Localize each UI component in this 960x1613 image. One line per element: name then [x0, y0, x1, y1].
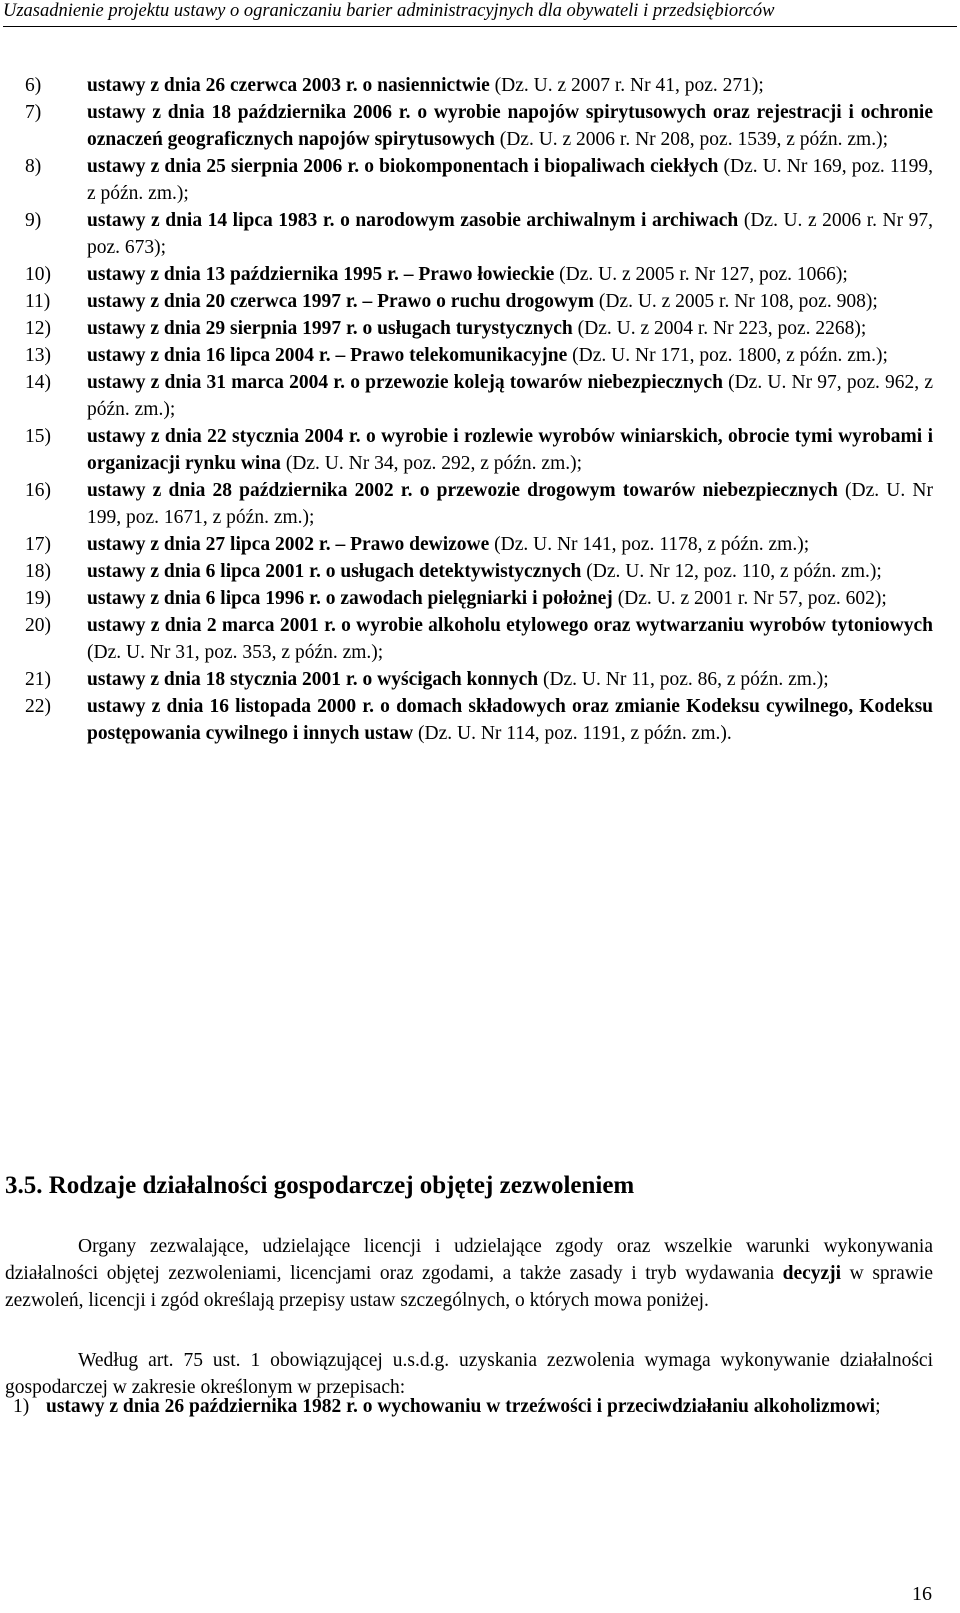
list-item	[25, 207, 933, 261]
item-number: 12)	[25, 318, 51, 339]
list-item	[25, 261, 933, 288]
list-item	[25, 612, 933, 666]
paragraph: Według art. 75 ust. 1 obowiązującej u.s.d.g. uzyskania zezwolenia wymaga wykonywanie działalności gospodarczej w zakresie określonym w przepisach:	[5, 1350, 933, 1399]
law-citation: (Dz. U. z 2005 r. Nr 108, poz. 908);	[593, 291, 878, 312]
item-number: 15)	[25, 426, 51, 447]
item-number: 22)	[25, 696, 51, 717]
item-number: 19)	[25, 588, 51, 609]
law-citation: (Dz. U. z 2001 r. Nr 57, poz. 602);	[612, 588, 887, 609]
law-citation: (Dz. U. Nr 141, poz. 1178, z późn. zm.);	[489, 534, 810, 555]
law-citation: (Dz. U. Nr 31, poz. 353, z późn. zm.);	[87, 642, 384, 663]
law-citation: (Dz. U. Nr 171, poz. 1800, z późn. zm.);	[567, 345, 888, 366]
law-title: ustawy z dnia 2 marca 2001 r. o wyrobie alkoholu etylowego oraz wytwarzaniu wyrobów tytoniowych	[87, 615, 933, 636]
list-item	[25, 153, 933, 207]
law-title: ustawy z dnia 22 stycznia 2004 r. o wyrobie i rozlewie wyrobów winiarskich, obrocie tymi wyrobami i organizacji rynku wina	[87, 426, 933, 474]
item-number: 1)	[13, 1396, 30, 1417]
list-item	[25, 531, 933, 558]
item-number: 7)	[25, 102, 42, 123]
list-item	[25, 693, 933, 747]
page-number: 16	[912, 1583, 932, 1605]
law-title: ustawy z dnia 26 października 1982 r. o wychowaniu w trzeźwości i przeciwdziałaniu alkoholizmowi	[46, 1396, 876, 1417]
item-number: 17)	[25, 534, 51, 555]
law-title: ustawy z dnia 18 stycznia 2001 r. o wyścigach konnych	[87, 669, 539, 690]
law-title: ustawy z dnia 28 października 2002 r. o przewozie drogowym towarów niebezpiecznych	[87, 480, 838, 501]
list-item	[25, 288, 933, 315]
law-title: ustawy z dnia 27 lipca 2002 r. – Prawo dewizowe	[87, 534, 490, 555]
item-number: 14)	[25, 372, 51, 393]
section-heading: 3.5. Rodzaje działalności gospodarczej objętej zezwoleniem	[5, 1172, 635, 1199]
item-number: 16)	[25, 480, 51, 501]
law-title: ustawy z dnia 29 sierpnia 1997 r. o usługach turystycznych	[87, 318, 573, 339]
list-item	[25, 99, 933, 153]
law-citation: (Dz. U. z 2004 r. Nr 223, poz. 2268);	[572, 318, 867, 339]
header-rule	[3, 26, 957, 27]
item-number: 20)	[25, 615, 51, 636]
law-title: ustawy z dnia 20 czerwca 1997 r. – Prawo o ruchu drogowym	[87, 291, 594, 312]
law-title: ustawy z dnia 18 października 2006 r. o wyrobie napojów spirytusowych oraz rejestracji i ochronie oznaczeń geograficznych napojów spirytusowych	[87, 102, 933, 150]
list-item	[13, 1393, 933, 1420]
paragraph	[5, 1233, 933, 1315]
paragraph-text: Organy zezwalające, udzielające licencji i udzielające zgody oraz wszelkie warunki wykonywania działalności objętej zezwoleniami, licencjami oraz zgodami, a także zasady i tryb wydawania	[5, 1236, 933, 1285]
law-citation: (Dz. U. z 2007 r. Nr 41, poz. 271);	[489, 75, 764, 96]
list-item	[25, 369, 933, 423]
item-number: 9)	[25, 210, 42, 231]
law-title: ustawy z dnia 25 sierpnia 2006 r. o biokomponentach i biopaliwach ciekłych	[87, 156, 719, 177]
list-item	[25, 585, 933, 612]
law-citation: (Dz. U. Nr 34, poz. 292, z późn. zm.);	[280, 453, 583, 474]
law-citation: (Dz. U. Nr 169, poz. 1199, z późn. zm.);	[87, 156, 934, 204]
list-item	[25, 423, 933, 477]
list-item	[25, 477, 933, 531]
list-item	[25, 342, 933, 369]
page-header: Uzasadnienie projektu ustawy o ograniczaniu barier administracyjnych dla obywateli i przedsiębiorców	[3, 1, 775, 21]
item-number: 13)	[25, 345, 51, 366]
item-number: 10)	[25, 264, 51, 285]
item-number: 6)	[25, 75, 42, 96]
item-number: 18)	[25, 561, 51, 582]
item-number: 21)	[25, 669, 51, 690]
laws-list	[25, 72, 933, 747]
item-number: 8)	[25, 156, 42, 177]
list-item	[25, 666, 933, 693]
law-citation: (Dz. U. z 2005 r. Nr 127, poz. 1066);	[554, 264, 848, 285]
permit-laws-list	[13, 1393, 933, 1420]
law-citation: (Dz. U. Nr 12, poz. 110, z późn. zm.);	[581, 561, 882, 582]
law-citation: (Dz. U. Nr 199, poz. 1671, z późn. zm.);	[87, 480, 934, 528]
law-citation: (Dz. U. z 2006 r. Nr 208, poz. 1539, z późn. zm.);	[494, 129, 889, 150]
law-citation: (Dz. U. Nr 11, poz. 86, z późn. zm.);	[538, 669, 829, 690]
law-title: ustawy z dnia 14 lipca 1983 r. o narodowym zasobie archiwalnym i archiwach	[87, 210, 739, 231]
law-title: ustawy z dnia 6 lipca 1996 r. o zawodach pielęgniarki i położnej	[87, 588, 613, 609]
law-citation: (Dz. U. Nr 114, poz. 1191, z późn. zm.).	[413, 723, 732, 744]
list-item	[25, 315, 933, 342]
law-title: ustawy z dnia 26 czerwca 2003 r. o nasiennictwie	[87, 75, 490, 96]
law-citation: (Dz. U. Nr 97, poz. 962, z późn. zm.);	[87, 372, 933, 420]
law-citation: ;	[875, 1396, 881, 1417]
paragraph-bold-term: decyzji	[782, 1263, 842, 1285]
law-title: ustawy z dnia 31 marca 2004 r. o przewozie koleją towarów niebezpiecznych	[87, 372, 723, 393]
item-number: 11)	[25, 291, 51, 312]
law-citation: (Dz. U. z 2006 r. Nr 97, poz. 673);	[87, 210, 934, 258]
law-title: ustawy z dnia 16 lipca 2004 r. – Prawo telekomunikacyjne	[87, 345, 568, 366]
list-item	[25, 72, 933, 99]
law-title: ustawy z dnia 13 października 1995 r. – Prawo łowieckie	[87, 264, 555, 285]
law-title: ustawy z dnia 16 listopada 2000 r. o domach składowych oraz zmianie Kodeksu cywilnego, Kodeksu postępowania cywilnego i innych ustaw	[87, 696, 933, 744]
list-item	[25, 558, 933, 585]
paragraph-text: w sprawie zezwoleń, licencji i zgód określają przepisy ustaw szczególnych, o których mowa poniżej.	[5, 1263, 933, 1312]
law-title: ustawy z dnia 6 lipca 2001 r. o usługach detektywistycznych	[87, 561, 582, 582]
